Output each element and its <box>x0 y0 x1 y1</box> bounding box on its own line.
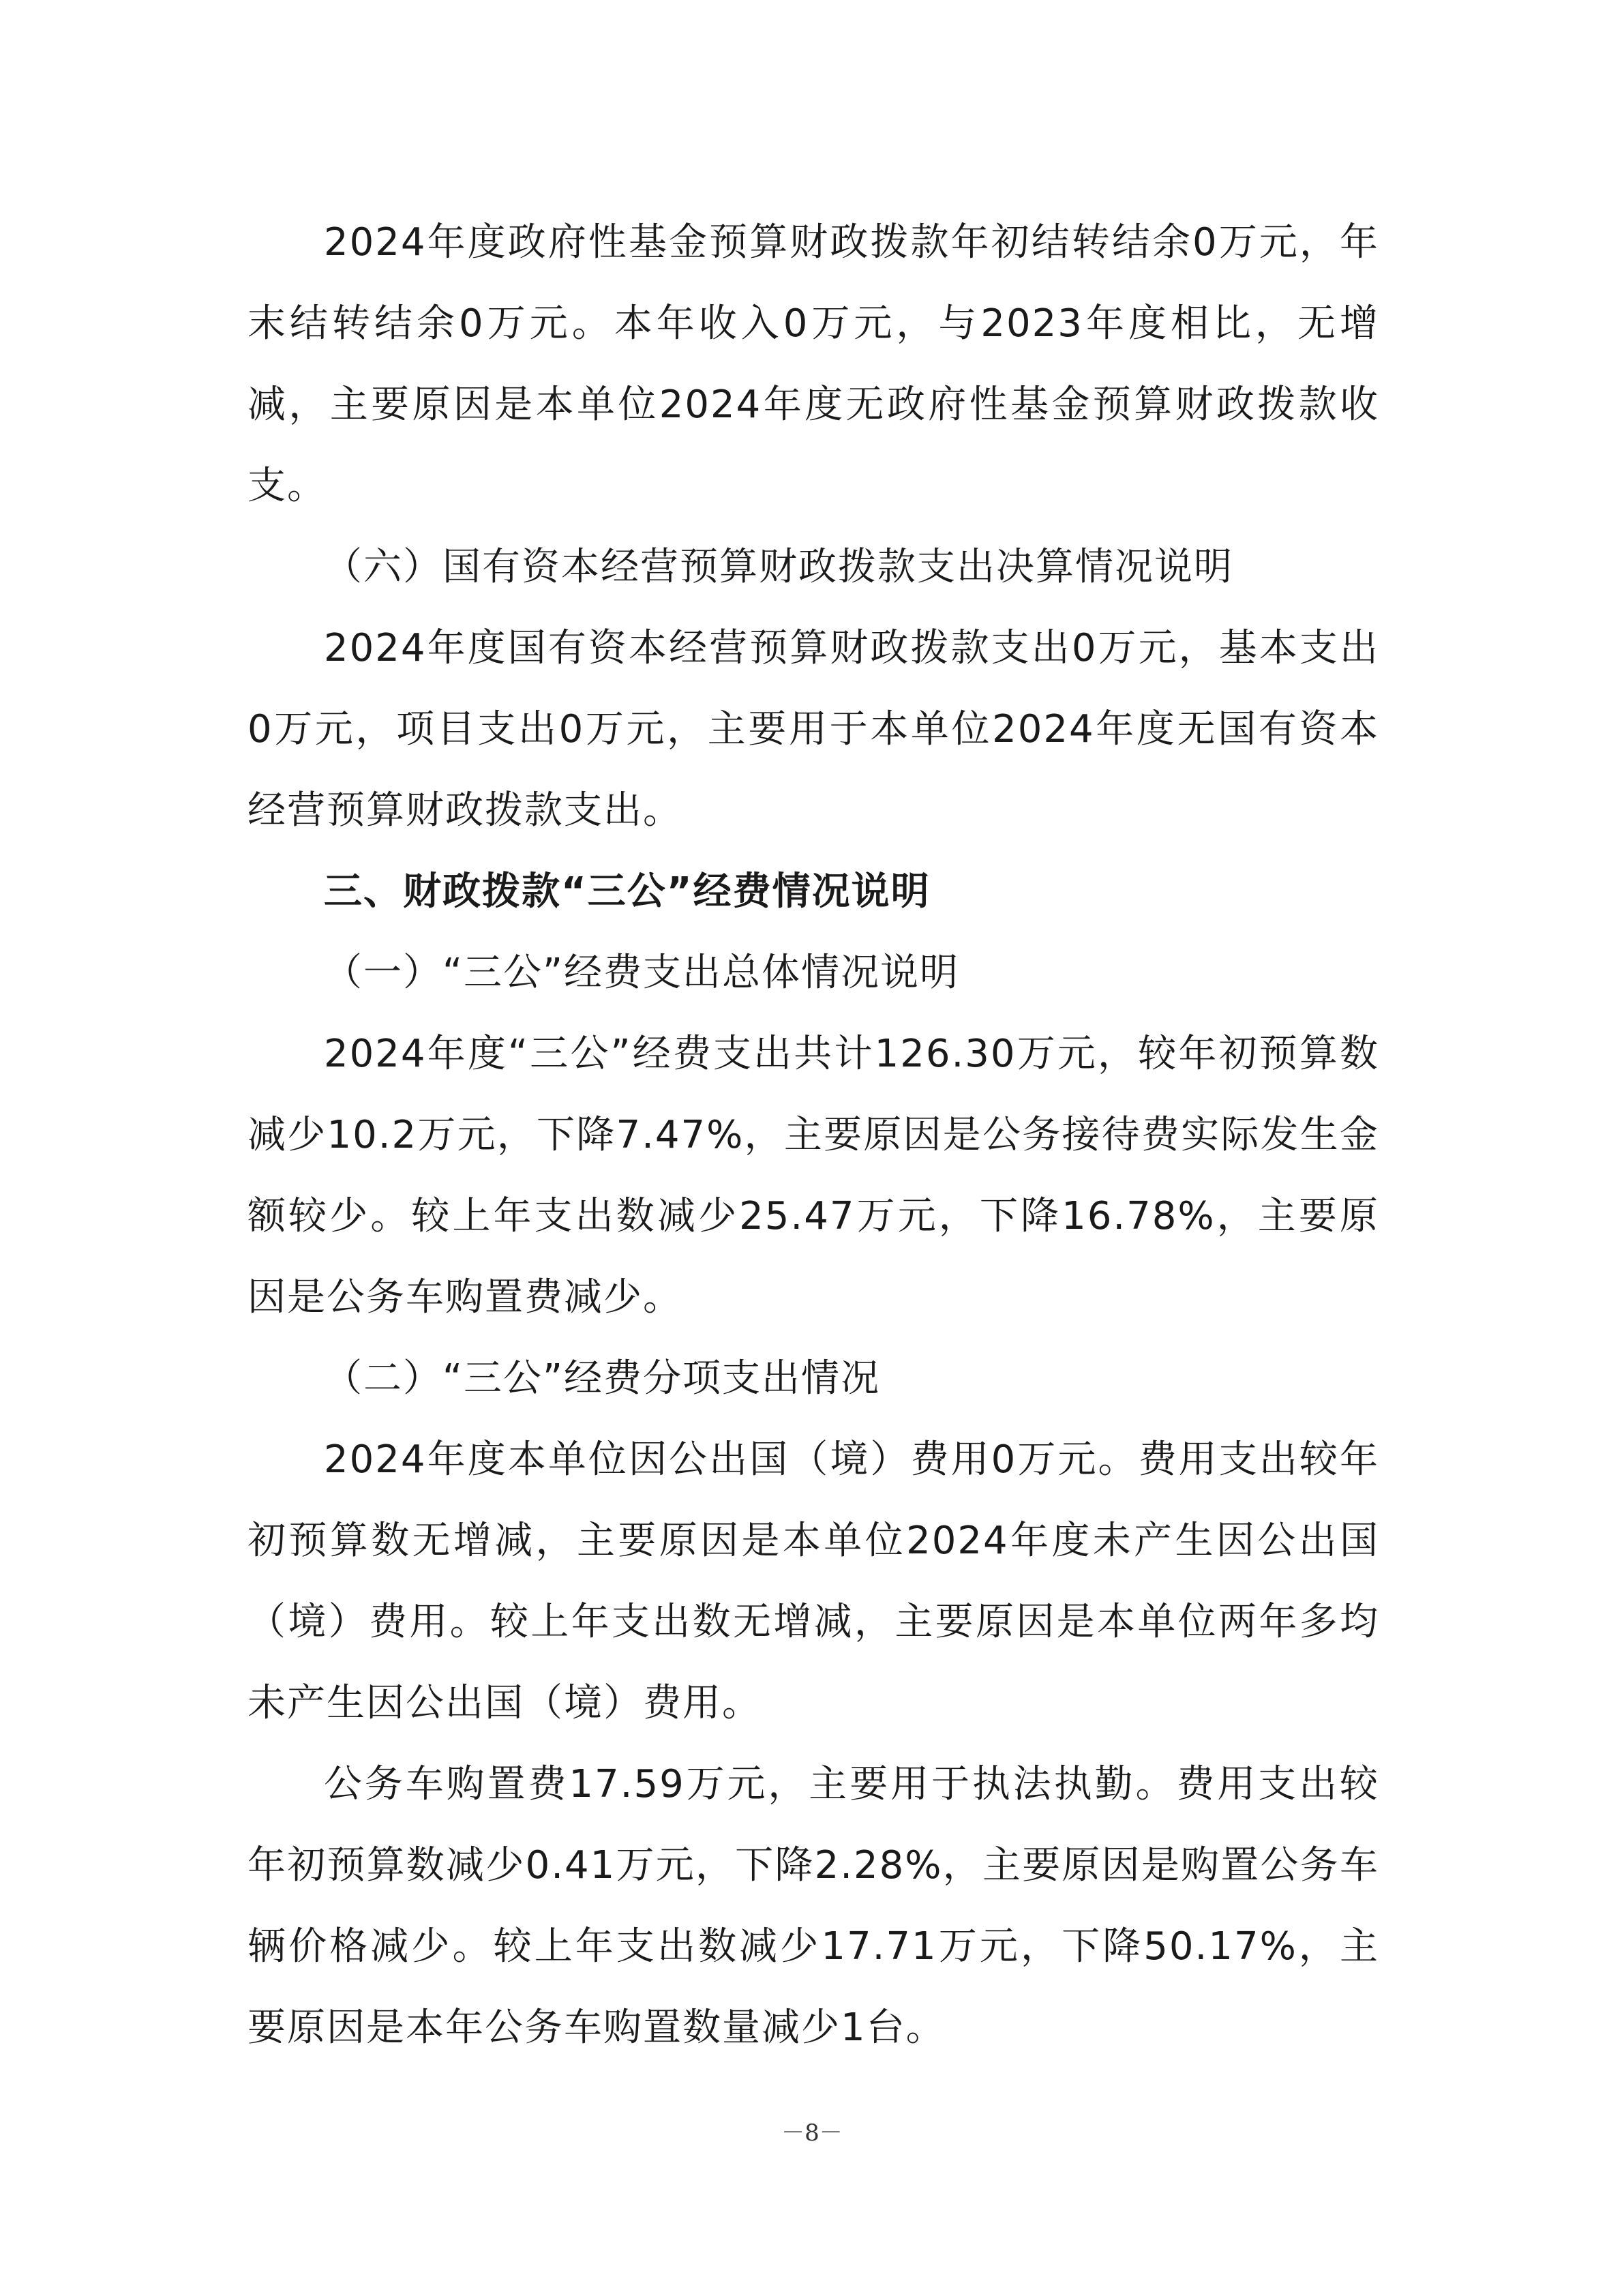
paragraph-government-fund: 2024年度政府性基金预算财政拨款年初结转结余0万元，年末结转结余0万元。本年收入0万元，与2023年度相比，无增减，主要原因是本单位2024年度无政府性基金预算财政拨款收支。 <box>247 220 1379 508</box>
paragraph-three-public-overall: 2024年度“三公”经费支出共计126.30万元，较年初预算数减少10.2万元，下降7.47%，主要原因是公务接待费实际发生金额较少。较上年支出数减少25.47万元，下降16.78%，主要原因是公务车购置费减少。 <box>247 1032 1379 1320</box>
document-body <box>247 202 1379 2068</box>
heading-three-public-items: （二）“三公”经费分项支出情况 <box>324 1356 881 1401</box>
heading-three-public-overall: （一）“三公”经费支出总体情况说明 <box>324 951 960 995</box>
heading-state-capital: （六）国有资本经营预算财政拨款支出决算情况说明 <box>324 545 1233 589</box>
section-heading-three-public: 三、财政拨款“三公”经费情况说明 <box>324 869 931 914</box>
paragraph-overseas-travel: 2024年度本单位因公出国（境）费用0万元。费用支出较年初预算数无增减，主要原因是本单位2024年度未产生因公出国（境）费用。较上年支出数无增减，主要原因是本单位两年多均未产生因公出国（境）费用。 <box>247 1437 1379 1725</box>
paragraph-vehicle-purchase: 公务车购置费17.59万元，主要用于执法执勤。费用支出较年初预算数减少0.41万元，下降2.28%，主要原因是购置公务车辆价格减少。较上年支出数减少17.71万元，下降50.17%，主要原因是本年公务车购置数量减少1台。 <box>247 1762 1379 2050</box>
page-number: －8－ <box>781 2119 843 2147</box>
paragraph-state-capital: 2024年度国有资本经营预算财政拨款支出0万元，基本支出0万元，项目支出0万元，主要用于本单位2024年度无国有资本经营预算财政拨款支出。 <box>247 626 1379 833</box>
